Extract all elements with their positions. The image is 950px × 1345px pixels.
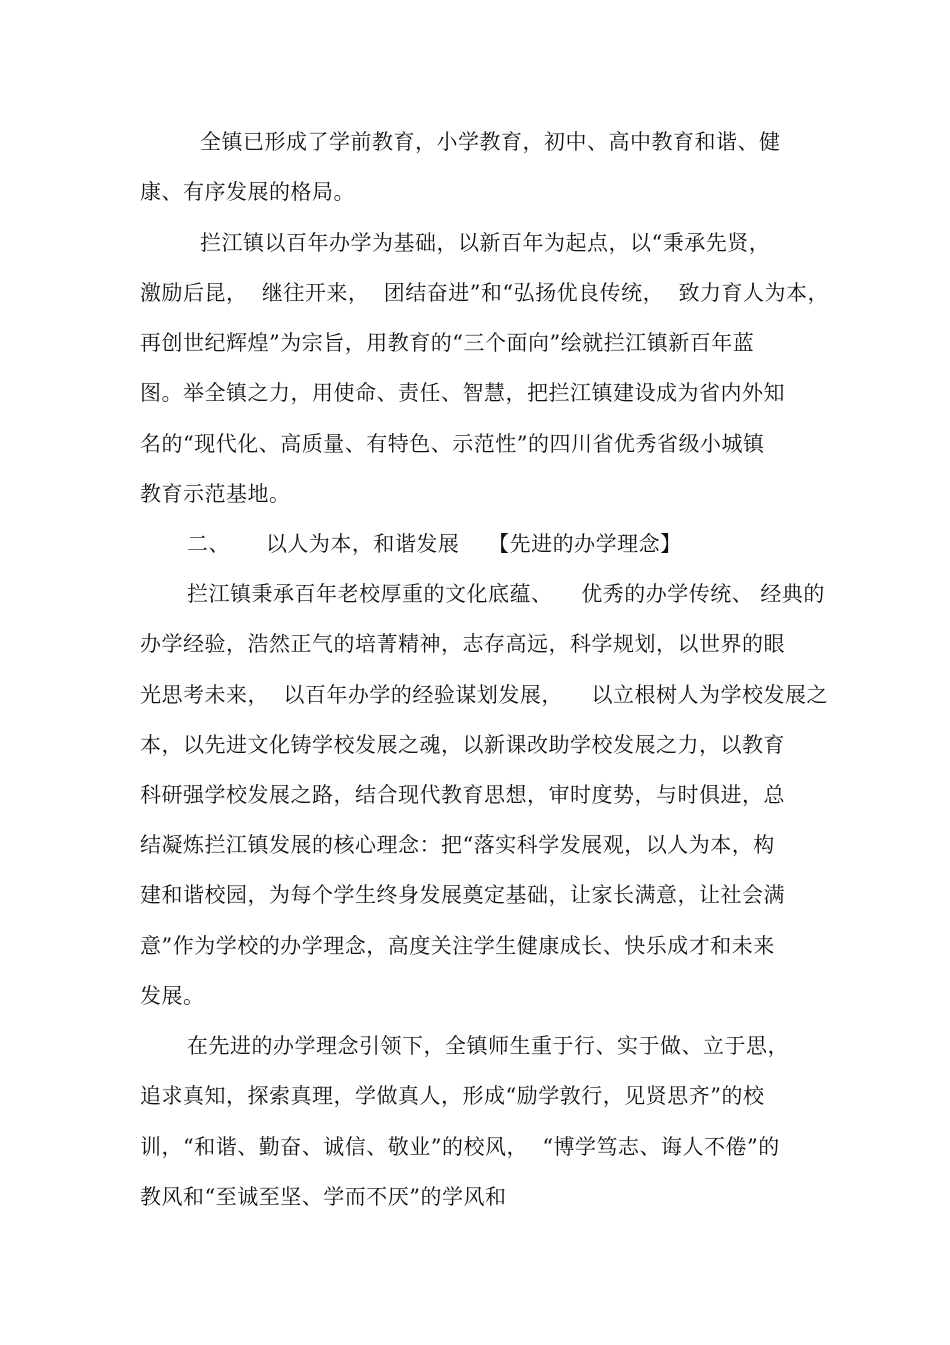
- text-line: 意”作为学校的办学理念，高度关注学生健康成长、快乐成才和未来: [140, 934, 775, 958]
- text-line: 训，“和谐、勤奋、诚信、敬业”的校风， “博学笃志、诲人不倦”的: [140, 1135, 780, 1159]
- text-line: 再创世纪辉煌”为宗旨，用教育的“三个面向”绘就拦江镇新百年蓝: [140, 331, 755, 355]
- text-line: 建和谐校园，为每个学生终身发展奠定基础，让家长满意，让社会满: [140, 883, 785, 907]
- text-line: 科研强学校发展之路，结合现代教育思想，审时度势，与时俱进，总: [140, 783, 785, 807]
- text-line: 激励后昆， 继往开来， 团结奋进”和“弘扬优良传统， 致力育人为本，: [140, 281, 830, 305]
- text-line: 追求真知，探索真理，学做真人，形成“励学敦行，见贤思齐”的校: [140, 1084, 765, 1108]
- text-line: 教风和“至诚至坚、学而不厌”的学风和: [140, 1185, 507, 1209]
- text-line: 办学经验，浩然正气的培菁精神，志存高远，科学规划，以世界的眼: [140, 632, 785, 656]
- section-heading: 二、 以人为本，和谐发展 【先进的办学理念】: [187, 532, 682, 556]
- text-line: 拦江镇以百年办学为基础，以新百年为起点，以“秉承先贤，: [200, 231, 771, 255]
- text-line: 本，以先进文化铸学校发展之魂，以新课改助学校发展之力，以教育: [140, 733, 785, 757]
- text-line: 图。举全镇之力，用使命、责任、智慧，把拦江镇建设成为省内外知: [140, 381, 785, 405]
- text-line: 发展。: [140, 984, 205, 1008]
- text-line: 光思考未来， 以百年办学的经验谋划发展， 以立根树人为学校发展之: [140, 683, 829, 707]
- text-line: 在先进的办学理念引领下，全镇师生重于行、实于做、立于思，: [187, 1034, 789, 1058]
- text-line: 拦江镇秉承百年老校厚重的文化底蕴、 优秀的办学传统、 经典的: [187, 582, 825, 606]
- text-line: 全镇已形成了学前教育，小学教育，初中、高中教育和谐、健: [200, 130, 781, 154]
- text-line: 康、有序发展的格局。: [140, 180, 355, 204]
- text-line: 结凝炼拦江镇发展的核心理念：把“落实科学发展观，以人为本，构: [140, 833, 775, 857]
- text-line: 名的“现代化、高质量、有特色、示范性”的四川省优秀省级小城镇: [140, 432, 765, 456]
- text-line: 教育示范基地。: [140, 482, 291, 506]
